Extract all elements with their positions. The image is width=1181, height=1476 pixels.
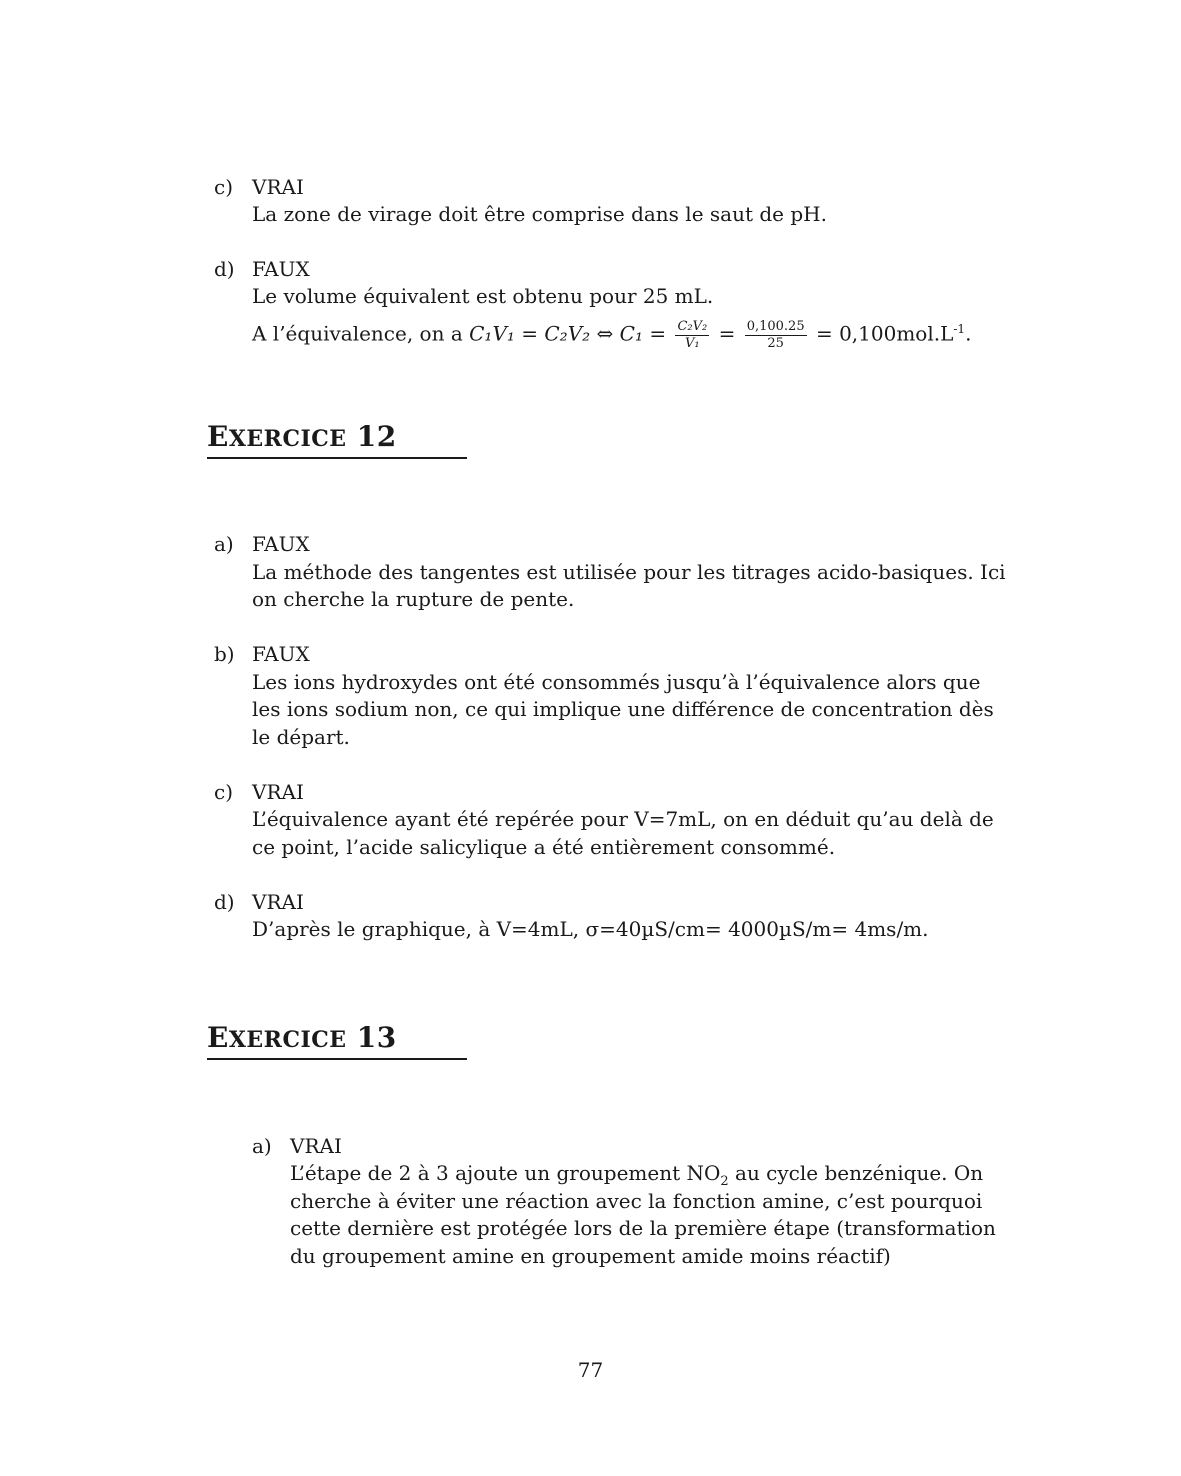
item-text-line: on cherche la rupture de pente. — [252, 587, 575, 611]
item-letter: c) — [214, 175, 234, 199]
text-segment: au cycle benzénique. On — [728, 1161, 984, 1185]
equivalence-equation — [252, 314, 971, 352]
item-text-line: les ions sodium non, ce qui implique une différence de concentration dès — [252, 697, 994, 721]
item-text-line: ce point, l’acide salicylique a été entièrement consommé. — [252, 835, 836, 859]
equation-equals: = — [718, 321, 736, 346]
heading-rest: XERCICE — [228, 426, 347, 452]
item-letter: d) — [214, 257, 235, 281]
item-letter: d) — [214, 890, 235, 914]
heading-initial: E — [207, 1021, 229, 1054]
text-segment: L’étape de 2 à 3 ajoute un groupement NO — [290, 1161, 721, 1185]
item-letter: b) — [214, 642, 235, 666]
fraction-numerator: 0,100.25 — [746, 318, 805, 334]
item-text-line: D’après le graphique, à V=4mL, σ=40µS/cm= 4000µS/m= 4ms/m. — [252, 917, 929, 941]
heading-rest: XERCICE — [228, 1027, 347, 1053]
item-verdict: VRAI — [252, 890, 304, 914]
fraction-denominator: V₁ — [685, 335, 700, 351]
item-verdict: VRAI — [290, 1134, 342, 1158]
item-text-line: cette dernière est protégée lors de la première étape (transformation — [290, 1216, 996, 1240]
page-number: 77 — [577, 1358, 604, 1382]
equation-prefix: A l’équivalence, on a — [252, 321, 463, 346]
item-text-line: Le volume équivalent est obtenu pour 25 mL. — [252, 284, 714, 308]
item-text-line: le départ. — [252, 725, 350, 749]
item-verdict: FAUX — [252, 532, 310, 556]
equation-iff: ⇔ — [596, 321, 614, 346]
fraction-numeric — [745, 319, 807, 352]
item-letter: c) — [214, 780, 234, 804]
item-text-line: La zone de virage doit être comprise dans le saut de pH. — [252, 202, 827, 226]
item-text-line: cherche à éviter une réaction avec la fonction amine, c’est pourquoi — [290, 1189, 983, 1213]
equation-c1: C₁ = — [619, 321, 667, 346]
fraction-denominator: 25 — [767, 335, 784, 351]
fraction-c2v2-v1 — [675, 319, 709, 352]
equation-exponent: -1 — [953, 322, 966, 336]
exercise-13-heading — [207, 1021, 467, 1060]
item-text-line: Les ions hydroxydes ont été consommés jusqu’à l’équivalence alors que — [252, 670, 981, 694]
item-text-line: du groupement amine en groupement amide moins réactif) — [290, 1244, 891, 1268]
equation-lhs: C₁V₁ = C₂V₂ — [469, 321, 591, 346]
item-text-line: L’équivalence ayant été repérée pour V=7mL, on en déduit qu’au delà de — [252, 807, 994, 831]
item-verdict: VRAI — [252, 780, 304, 804]
fraction-numerator: C₂V₂ — [677, 318, 708, 334]
equation-unit: mol.L — [896, 321, 954, 346]
heading-number: 12 — [356, 420, 397, 453]
item-text-line: La méthode des tangentes est utilisée pour les titrages acido-basiques. Ici — [252, 560, 1006, 584]
item-letter: a) — [214, 532, 234, 556]
subscript: 2 — [720, 1174, 729, 1189]
equation-end: . — [965, 321, 972, 346]
exercise-12-heading — [207, 420, 467, 459]
item-letter: a) — [252, 1134, 272, 1158]
heading-initial: E — [207, 420, 229, 453]
equation-result: = 0,100 — [815, 321, 897, 346]
item-verdict: VRAI — [252, 175, 304, 199]
heading-number: 13 — [356, 1021, 397, 1054]
item-verdict: FAUX — [252, 257, 310, 281]
item-verdict: FAUX — [252, 642, 310, 666]
